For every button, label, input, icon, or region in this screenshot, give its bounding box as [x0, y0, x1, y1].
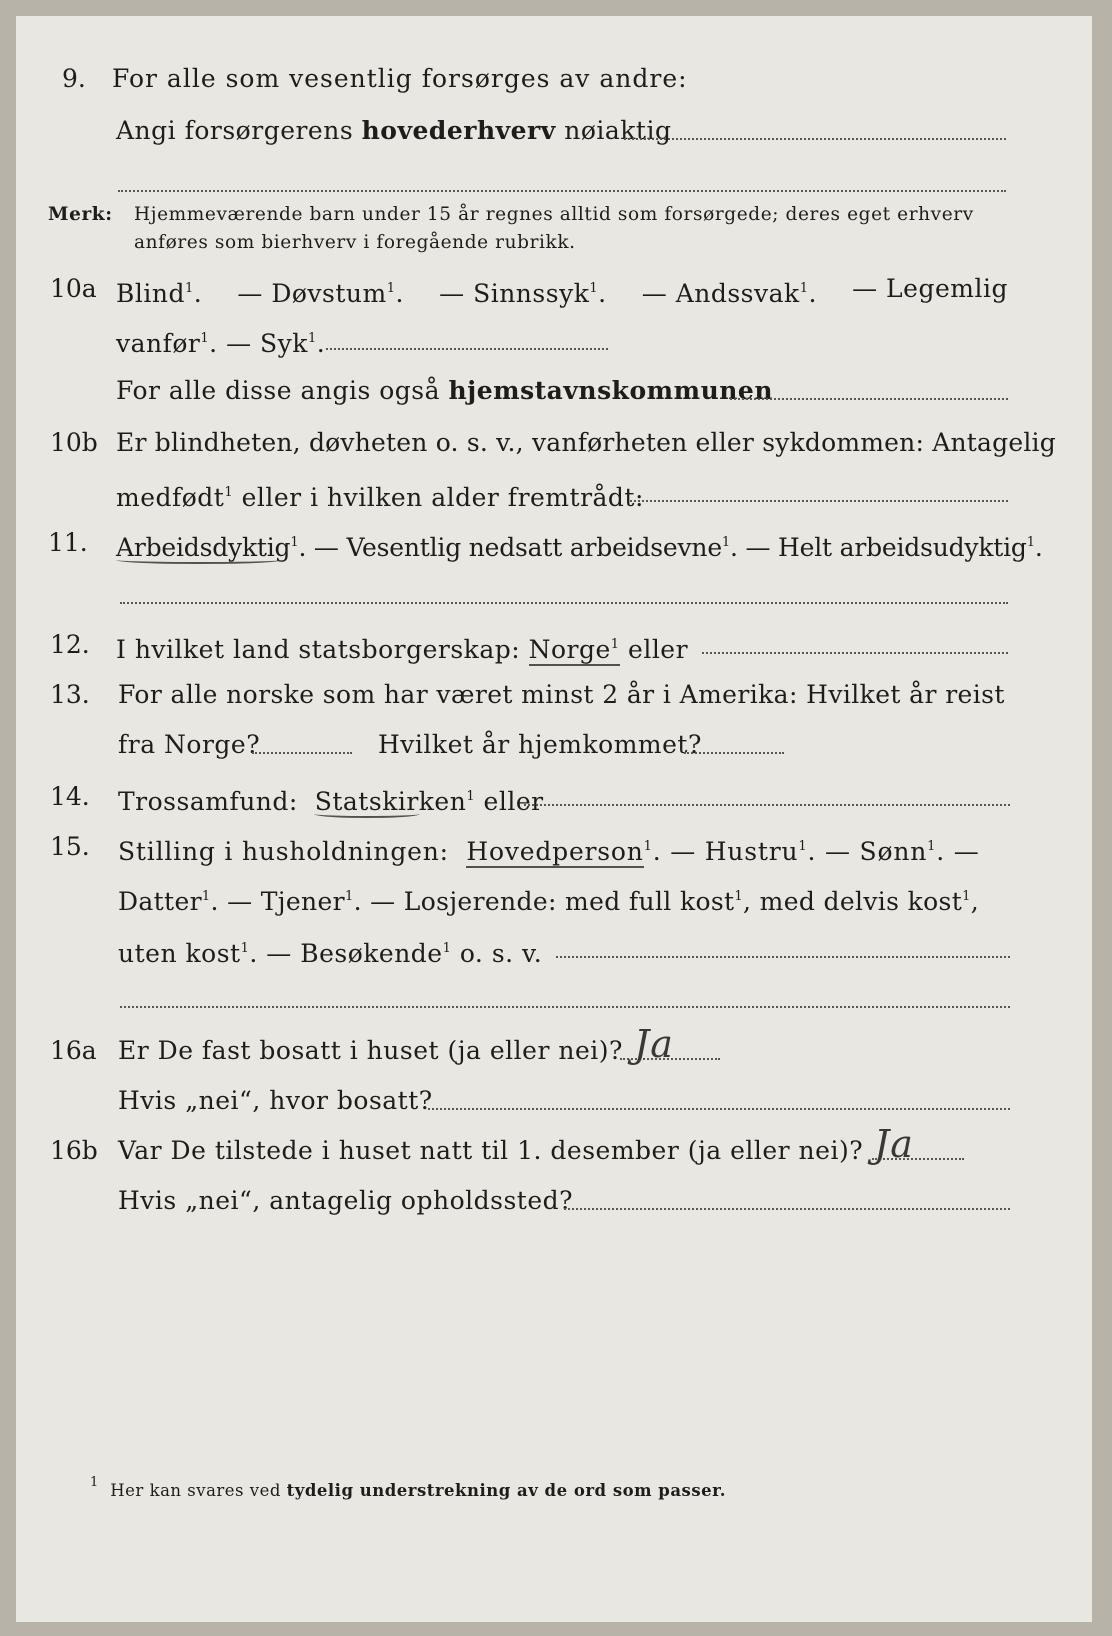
q14-line: Trossamfund: Statskirken$^1$ eller [118, 787, 544, 816]
q13-line2a: fra Norge? [118, 730, 261, 759]
q16a-bosatt-line[interactable] [428, 1108, 1010, 1110]
q16a-number: 16a [50, 1036, 97, 1065]
q16b-line1: Var De tilstede i huset natt til 1. desember (ja eller nei)? [118, 1136, 864, 1165]
q16a-handwritten-answer: Ja [634, 1022, 674, 1066]
q9-line1: For alle som vesentlig forsørges av andre: [112, 64, 688, 93]
q10b-line1: Er blindheten, døvheten o. s. v., vanførheten eller sykdommen: Antagelig [116, 428, 1056, 457]
q15-line3: uten kost$^1$. — Besøkende$^1$ o. s. v. [118, 939, 543, 968]
merk-label: Merk: [48, 204, 113, 225]
q13-hjemkommet-line[interactable] [684, 752, 784, 754]
q13-number: 13. [50, 680, 90, 709]
q15-number: 15. [50, 832, 90, 861]
q10b-number: 10b [50, 428, 98, 457]
q9-number: 9. [62, 64, 86, 93]
q13-line2b: Hvilket år hjemkommet? [378, 730, 702, 759]
footnote: $^1$ Her kan svares ved tydelig understrekning av de ord som passer. [90, 1475, 727, 1500]
merk-line2: anføres som bierhverv i foregående rubrikk. [134, 232, 576, 253]
norge-underlined: Norge$^1$ [528, 635, 620, 664]
q16a-line1: Er De fast bosatt i huset (ja eller nei)? [118, 1036, 623, 1065]
q10a-line3: For alle disse angis også hjemstavnskommunen [116, 376, 773, 405]
q12-line: I hvilket land statsborgerskap: Norge$^1$ eller [116, 635, 689, 664]
q15-answer-line-2[interactable] [120, 1006, 1010, 1008]
q10a-line1: Blind$^1$. — Døvstum$^1$. — Sinnssyk$^1$. — Andssvak$^1$. — Legemlig [116, 274, 1008, 308]
q9-answer-line-2[interactable] [118, 190, 1006, 192]
q10b-answer-line[interactable] [630, 500, 1008, 502]
statskirken-underline [314, 810, 420, 818]
q16b-number: 16b [50, 1136, 98, 1165]
q15-line2: Datter$^1$. — Tjener$^1$. — Losjerende: med full kost$^1$, med delvis kost$^1$, [118, 887, 980, 916]
q15-answer-line[interactable] [556, 956, 1010, 958]
q10b-line2: medfødt$^1$ eller i hvilken alder fremtrådt: [116, 483, 644, 512]
q11-number: 11. [48, 528, 88, 557]
q16b-handwritten-answer: Ja [874, 1122, 914, 1166]
q13-reist-line[interactable] [252, 752, 352, 754]
q16b-opholdssted-line[interactable] [564, 1208, 1010, 1210]
q11-answer-line[interactable] [120, 602, 1008, 604]
q13-line1: For alle norske som har været minst 2 år i Amerika: Hvilket år reist [118, 680, 1005, 709]
q9-answer-line[interactable] [624, 138, 1006, 140]
census-form-page [16, 16, 1092, 1622]
q10a-line2: vanfør$^1$. — Syk$^1$. [116, 329, 326, 358]
q15-line1: Stilling i husholdningen: Hovedperson$^1$. — Hustru$^1$. — Sønn$^1$. — [118, 837, 980, 866]
q12-number: 12. [50, 630, 90, 659]
q10a-hjemstavn-line[interactable] [730, 398, 1008, 400]
hovedperson-underlined: Hovedperson [466, 837, 644, 866]
merk-line1: Hjemmeværende barn under 15 år regnes alltid som forsørgede; deres eget erhverv [134, 204, 974, 225]
q14-answer-line[interactable] [524, 804, 1010, 806]
q9-line2: Angi forsørgerens hovederhverv nøiaktig [116, 116, 672, 145]
q12-answer-line[interactable] [702, 652, 1008, 654]
q11-line: Arbeidsdyktig$^1$. — Vesentlig nedsatt arbeidsevne$^1$. — Helt arbeidsudyktig$^1$. [116, 533, 1043, 562]
q16b-line2: Hvis „nei“, antagelig opholdssted? [118, 1186, 574, 1215]
q10a-number: 10a [50, 274, 97, 303]
arbeidsdyktig-underline [116, 556, 282, 564]
q14-number: 14. [50, 782, 90, 811]
q10a-answer-line[interactable] [326, 348, 608, 350]
q16a-line2: Hvis „nei“, hvor bosatt? [118, 1086, 433, 1115]
